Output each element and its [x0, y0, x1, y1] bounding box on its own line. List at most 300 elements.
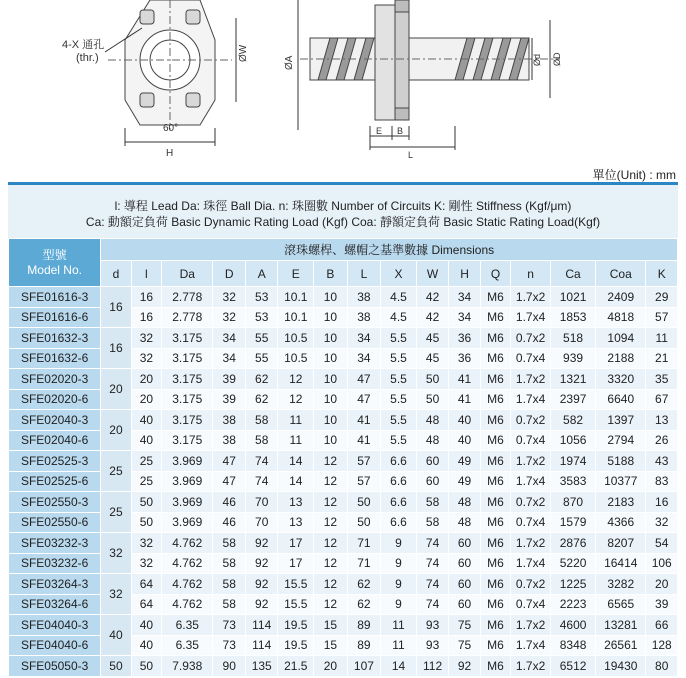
- table-cell: 13281: [596, 615, 646, 636]
- diameter-cell: 20: [101, 369, 131, 410]
- table-cell: 67: [646, 389, 678, 410]
- table-cell: M6: [480, 533, 510, 554]
- table-cell: M6: [480, 492, 510, 513]
- table-row: [9, 410, 678, 431]
- table-cell: 50: [131, 492, 161, 513]
- model-cell: SFE03264-3: [9, 574, 101, 595]
- table-cell: M6: [480, 328, 510, 349]
- table-cell: 50: [131, 656, 161, 677]
- dim-dd-label: ØD: [552, 52, 562, 66]
- table-cell: 39: [213, 389, 246, 410]
- table-cell: 74: [416, 574, 449, 595]
- table-cell: 106: [646, 553, 678, 574]
- angle-label: 60°: [163, 123, 179, 134]
- table-cell: 4.762: [162, 553, 213, 574]
- table-cell: 26561: [596, 635, 646, 656]
- column-header: H: [449, 261, 480, 287]
- table-cell: 5220: [551, 553, 596, 574]
- table-cell: 939: [551, 348, 596, 369]
- table-cell: 4.5: [381, 287, 417, 308]
- table-cell: 70: [245, 512, 278, 533]
- column-header: d: [101, 261, 131, 287]
- table-cell: 1853: [551, 307, 596, 328]
- table-cell: 3.175: [162, 348, 213, 369]
- table-cell: 10: [314, 430, 348, 451]
- table-cell: 3583: [551, 471, 596, 492]
- bolt-hole: [140, 93, 154, 107]
- model-cell: SFE01632-6: [9, 348, 101, 369]
- table-cell: 10: [314, 328, 348, 349]
- table-cell: 16: [131, 307, 161, 328]
- diameter-cell: 16: [101, 287, 131, 328]
- table-cell: 62: [245, 389, 278, 410]
- table-cell: 58: [416, 492, 449, 513]
- table-cell: 38: [347, 307, 381, 328]
- table-cell: 10: [314, 369, 348, 390]
- dimensions-header: 滾珠螺桿、螺帽之基準數據 Dimensions: [101, 239, 678, 261]
- table-cell: 58: [213, 594, 246, 615]
- table-cell: 10: [314, 389, 348, 410]
- table-cell: 10: [314, 307, 348, 328]
- table-cell: 1.7x2: [511, 287, 551, 308]
- table-cell: 1.7x4: [511, 635, 551, 656]
- table-cell: M6: [480, 471, 510, 492]
- table-cell: 1.7x2: [511, 615, 551, 636]
- table-cell: 10: [314, 287, 348, 308]
- table-cell: 12: [314, 492, 348, 513]
- table-cell: 135: [245, 656, 278, 677]
- table-cell: M6: [480, 553, 510, 574]
- table-cell: 6640: [596, 389, 646, 410]
- table-cell: 64: [131, 574, 161, 595]
- table-cell: 870: [551, 492, 596, 513]
- table-cell: 26: [646, 430, 678, 451]
- model-cell: SFE02550-3: [9, 492, 101, 513]
- diameter-cell: 16: [101, 328, 131, 369]
- nut-body: [395, 10, 409, 115]
- table-cell: 32: [213, 287, 246, 308]
- diameter-cell: 50: [101, 656, 131, 677]
- table-cell: 93: [416, 635, 449, 656]
- table-cell: 43: [646, 451, 678, 472]
- dim-h-label: H: [166, 148, 174, 159]
- table-cell: 48: [449, 492, 480, 513]
- table-cell: 1094: [596, 328, 646, 349]
- table-cell: 6.6: [381, 451, 417, 472]
- table-cell: M6: [480, 348, 510, 369]
- table-cell: 16: [646, 492, 678, 513]
- table-cell: 10: [314, 410, 348, 431]
- table-cell: 114: [245, 615, 278, 636]
- table-cell: 19.5: [278, 615, 314, 636]
- table-cell: 13: [646, 410, 678, 431]
- table-cell: 48: [416, 430, 449, 451]
- table-cell: 6.6: [381, 471, 417, 492]
- model-cell: SFE02040-3: [9, 410, 101, 431]
- table-cell: 15.5: [278, 594, 314, 615]
- table-row: [9, 533, 678, 554]
- dim-w-label: ØW: [238, 44, 249, 62]
- table-cell: 5.5: [381, 328, 417, 349]
- table-cell: 34: [347, 328, 381, 349]
- table-cell: 42: [416, 287, 449, 308]
- table-cell: 89: [347, 635, 381, 656]
- table-cell: 19.5: [278, 635, 314, 656]
- table-cell: 49: [449, 471, 480, 492]
- table-cell: 74: [245, 471, 278, 492]
- column-header: l: [131, 261, 161, 287]
- column-header: Coa: [596, 261, 646, 287]
- table-cell: 34: [449, 287, 480, 308]
- table-cell: 60: [449, 533, 480, 554]
- model-cell: SFE02020-6: [9, 389, 101, 410]
- legend-box: [8, 182, 678, 241]
- table-cell: 107: [347, 656, 381, 677]
- table-cell: 80: [646, 656, 678, 677]
- table-cell: 39: [213, 369, 246, 390]
- table-cell: 92: [245, 553, 278, 574]
- table-cell: 58: [416, 512, 449, 533]
- table-cell: 47: [347, 389, 381, 410]
- model-header-cn: 型號: [42, 247, 67, 262]
- table-cell: 20: [131, 389, 161, 410]
- table-cell: 12: [314, 512, 348, 533]
- table-cell: 58: [213, 574, 246, 595]
- diameter-cell: 32: [101, 574, 131, 615]
- table-cell: 3.969: [162, 512, 213, 533]
- table-cell: 38: [213, 410, 246, 431]
- table-cell: 58: [245, 430, 278, 451]
- table-cell: 62: [245, 369, 278, 390]
- table-cell: 66: [646, 615, 678, 636]
- table-cell: 60: [449, 594, 480, 615]
- table-cell: 10377: [596, 471, 646, 492]
- table-cell: 49: [449, 451, 480, 472]
- table-cell: 62: [347, 594, 381, 615]
- table-cell: 1.7x2: [511, 369, 551, 390]
- table-cell: 2188: [596, 348, 646, 369]
- table-cell: M6: [480, 512, 510, 533]
- table-cell: 60: [449, 553, 480, 574]
- column-header: D: [213, 261, 246, 287]
- table-cell: 34: [449, 307, 480, 328]
- model-cell: SFE02550-6: [9, 512, 101, 533]
- table-cell: 4.762: [162, 533, 213, 554]
- table-cell: 9: [381, 594, 417, 615]
- table-cell: 12: [278, 369, 314, 390]
- table-row: [9, 328, 678, 349]
- table-cell: 40: [449, 430, 480, 451]
- table-cell: 17: [278, 553, 314, 574]
- bolt-hole: [140, 10, 154, 24]
- model-cell: SFE03232-3: [9, 533, 101, 554]
- table-cell: 57: [646, 307, 678, 328]
- table-cell: 40: [131, 635, 161, 656]
- table-cell: 14: [278, 451, 314, 472]
- table-cell: 20: [314, 656, 348, 677]
- spec-table: [8, 238, 678, 677]
- column-header: B: [314, 261, 348, 287]
- table-cell: 0.7x4: [511, 594, 551, 615]
- dim-a-label: ØA: [284, 55, 295, 70]
- model-cell: SFE02040-6: [9, 430, 101, 451]
- table-cell: 90: [213, 656, 246, 677]
- model-header-en: Model No.: [27, 262, 82, 277]
- table-cell: 2409: [596, 287, 646, 308]
- table-cell: 16: [131, 287, 161, 308]
- table-cell: 70: [245, 492, 278, 513]
- table-cell: 47: [347, 369, 381, 390]
- table-cell: 40: [131, 410, 161, 431]
- table-cell: 46: [213, 492, 246, 513]
- table-cell: 518: [551, 328, 596, 349]
- table-cell: 34: [347, 348, 381, 369]
- table-cell: 1321: [551, 369, 596, 390]
- table-cell: 32: [646, 512, 678, 533]
- table-cell: 12: [314, 574, 348, 595]
- table-cell: 47: [213, 471, 246, 492]
- table-cell: 3.969: [162, 492, 213, 513]
- table-cell: 12: [314, 471, 348, 492]
- table-cell: 128: [646, 635, 678, 656]
- table-cell: 58: [245, 410, 278, 431]
- table-cell: M6: [480, 635, 510, 656]
- table-cell: 3.175: [162, 328, 213, 349]
- table-cell: 73: [213, 635, 246, 656]
- model-cell: SFE03232-6: [9, 553, 101, 574]
- table-cell: 10.5: [278, 328, 314, 349]
- table-cell: M6: [480, 574, 510, 595]
- column-header: X: [381, 261, 417, 287]
- table-cell: 0.7x4: [511, 348, 551, 369]
- table-cell: 50: [131, 512, 161, 533]
- table-cell: 3.175: [162, 369, 213, 390]
- dim-b-label: B: [397, 126, 404, 136]
- table-cell: 46: [213, 512, 246, 533]
- table-cell: 2794: [596, 430, 646, 451]
- table-cell: M6: [480, 307, 510, 328]
- table-cell: 41: [449, 369, 480, 390]
- table-cell: 12: [278, 389, 314, 410]
- model-header: [9, 239, 101, 287]
- table-cell: M6: [480, 451, 510, 472]
- table-cell: 4.5: [381, 307, 417, 328]
- table-cell: 5.5: [381, 430, 417, 451]
- table-cell: 29: [646, 287, 678, 308]
- thread-label: 4-X 通孔: [62, 39, 105, 51]
- table-cell: 20: [131, 369, 161, 390]
- table-cell: 60: [449, 574, 480, 595]
- table-cell: 64: [131, 594, 161, 615]
- table-cell: 1.7x2: [511, 451, 551, 472]
- table-cell: 1397: [596, 410, 646, 431]
- table-cell: 14: [381, 656, 417, 677]
- table-cell: 34: [213, 328, 246, 349]
- table-cell: 38: [213, 430, 246, 451]
- table-cell: M6: [480, 369, 510, 390]
- table-cell: 3.969: [162, 471, 213, 492]
- table-cell: 2223: [551, 594, 596, 615]
- table-cell: 9: [381, 533, 417, 554]
- model-cell: SFE01616-3: [9, 287, 101, 308]
- table-cell: 12: [314, 451, 348, 472]
- table-cell: 4600: [551, 615, 596, 636]
- table-cell: 50: [416, 389, 449, 410]
- spec-table-body: [9, 287, 678, 677]
- table-cell: 2.778: [162, 287, 213, 308]
- table-cell: 15: [314, 635, 348, 656]
- column-header: L: [347, 261, 381, 287]
- table-cell: 1056: [551, 430, 596, 451]
- table-cell: M6: [480, 615, 510, 636]
- table-cell: 32: [131, 328, 161, 349]
- table-cell: 1.7x2: [511, 656, 551, 677]
- diameter-cell: 25: [101, 451, 131, 492]
- column-header: Da: [162, 261, 213, 287]
- table-row: [9, 369, 678, 390]
- table-cell: 53: [245, 287, 278, 308]
- table-cell: 16414: [596, 553, 646, 574]
- table-cell: 40: [449, 410, 480, 431]
- table-cell: 41: [347, 430, 381, 451]
- legend-line-1: l: 導程 Lead Da: 珠徑 Ball Dia. n: 珠圈數 Number of Circuits K: 剛性 Stiffness (Kgf/μm): [114, 199, 572, 213]
- diameter-cell: 40: [101, 615, 131, 656]
- table-cell: 11: [381, 615, 417, 636]
- table-cell: 34: [213, 348, 246, 369]
- table-cell: 0.7x2: [511, 574, 551, 595]
- table-cell: 93: [416, 615, 449, 636]
- table-cell: 2397: [551, 389, 596, 410]
- table-row: [9, 656, 678, 677]
- table-cell: 8207: [596, 533, 646, 554]
- table-cell: 8348: [551, 635, 596, 656]
- column-header: Q: [480, 261, 510, 287]
- table-cell: 10.1: [278, 307, 314, 328]
- table-cell: M6: [480, 410, 510, 431]
- unit-label: 單位(Unit) : mm: [592, 168, 676, 182]
- table-cell: 2.778: [162, 307, 213, 328]
- table-cell: M6: [480, 594, 510, 615]
- table-cell: 12: [314, 553, 348, 574]
- table-cell: 38: [347, 287, 381, 308]
- table-cell: 582: [551, 410, 596, 431]
- table-cell: 11: [381, 635, 417, 656]
- table-cell: 13: [278, 512, 314, 533]
- table-cell: 75: [449, 615, 480, 636]
- table-cell: 4818: [596, 307, 646, 328]
- table-cell: 11: [278, 430, 314, 451]
- table-cell: 7.938: [162, 656, 213, 677]
- table-cell: 0.7x4: [511, 430, 551, 451]
- table-cell: 50: [347, 492, 381, 513]
- table-cell: 50: [347, 512, 381, 533]
- model-cell: SFE05050-3: [9, 656, 101, 677]
- table-cell: 3.175: [162, 410, 213, 431]
- model-cell: SFE02020-3: [9, 369, 101, 390]
- table-cell: 41: [347, 410, 381, 431]
- table-cell: M6: [480, 430, 510, 451]
- diameter-cell: 20: [101, 410, 131, 451]
- table-cell: 114: [245, 635, 278, 656]
- table-cell: 60: [416, 451, 449, 472]
- table-cell: 45: [416, 348, 449, 369]
- table-cell: 40: [131, 430, 161, 451]
- table-cell: 1021: [551, 287, 596, 308]
- table-cell: 9: [381, 574, 417, 595]
- table-cell: 5.5: [381, 348, 417, 369]
- table-cell: 41: [449, 389, 480, 410]
- model-cell: SFE04040-3: [9, 615, 101, 636]
- bolt-hole: [186, 10, 200, 24]
- table-row: [9, 574, 678, 595]
- table-row: [9, 287, 678, 308]
- thread-label-en: (thr.): [76, 52, 99, 64]
- table-cell: 15.5: [278, 574, 314, 595]
- table-cell: 74: [416, 553, 449, 574]
- table-cell: 50: [416, 369, 449, 390]
- diameter-cell: 25: [101, 492, 131, 533]
- column-header-row: [9, 261, 678, 287]
- table-cell: 1579: [551, 512, 596, 533]
- legend-line-2: Ca: 動額定負荷 Basic Dynamic Rating Load (Kgf) Coa: 靜額定負荷 Basic Static Rating Load(Kgf): [85, 215, 601, 229]
- table-cell: 13: [278, 492, 314, 513]
- table-cell: 0.7x2: [511, 410, 551, 431]
- table-cell: 6565: [596, 594, 646, 615]
- table-cell: 58: [213, 553, 246, 574]
- table-cell: 6.6: [381, 512, 417, 533]
- table-cell: 55: [245, 348, 278, 369]
- table-cell: 48: [416, 410, 449, 431]
- table-cell: 74: [245, 451, 278, 472]
- table-row: [9, 451, 678, 472]
- table-cell: 60: [416, 471, 449, 492]
- table-cell: 3.969: [162, 451, 213, 472]
- table-cell: 25: [131, 451, 161, 472]
- column-header: E: [278, 261, 314, 287]
- table-cell: 5188: [596, 451, 646, 472]
- table-cell: 3282: [596, 574, 646, 595]
- table-cell: 3.175: [162, 389, 213, 410]
- table-cell: 32: [213, 307, 246, 328]
- technical-drawing: [0, 0, 686, 162]
- table-cell: M6: [480, 389, 510, 410]
- table-cell: 35: [646, 369, 678, 390]
- table-cell: 1.7x4: [511, 307, 551, 328]
- table-cell: 11: [278, 410, 314, 431]
- diameter-cell: 32: [101, 533, 131, 574]
- bolt-hole: [186, 93, 200, 107]
- table-cell: 53: [245, 307, 278, 328]
- table-cell: 5.5: [381, 410, 417, 431]
- table-cell: M6: [480, 287, 510, 308]
- table-cell: 92: [245, 574, 278, 595]
- table-cell: 3320: [596, 369, 646, 390]
- table-cell: 21: [646, 348, 678, 369]
- table-cell: 25: [131, 471, 161, 492]
- table-cell: 36: [449, 348, 480, 369]
- table-cell: 0.7x2: [511, 492, 551, 513]
- table-cell: 10.1: [278, 287, 314, 308]
- table-cell: 3.175: [162, 430, 213, 451]
- table-cell: 92: [245, 533, 278, 554]
- table-cell: 40: [131, 615, 161, 636]
- model-cell: SFE02525-6: [9, 471, 101, 492]
- table-cell: 74: [416, 533, 449, 554]
- table-cell: 57: [347, 471, 381, 492]
- table-cell: 6.35: [162, 635, 213, 656]
- table-cell: 36: [449, 328, 480, 349]
- table-cell: 75: [449, 635, 480, 656]
